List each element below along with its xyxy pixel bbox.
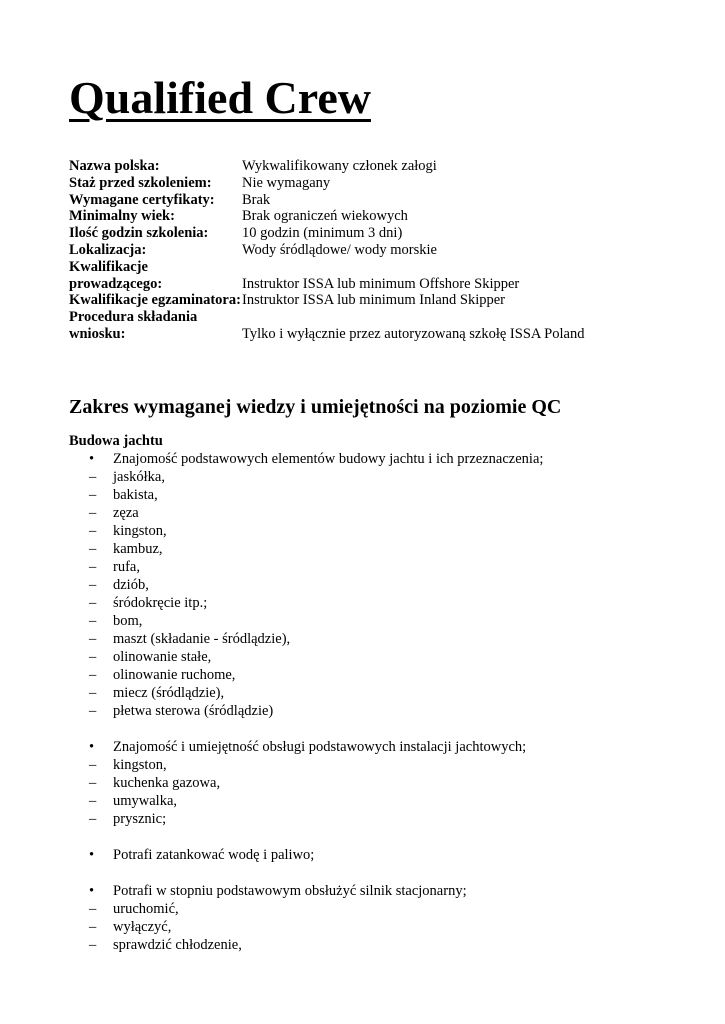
info-label: Procedura składania wniosku: (69, 309, 198, 342)
dash-marker: – (89, 631, 97, 647)
dash-item (69, 576, 689, 594)
dash-marker: – (89, 613, 97, 629)
dash-marker: – (89, 469, 97, 485)
bullet-text: Znajomość i umiejętność obsługi podstawowych instalacji jachtowych; (113, 739, 527, 755)
dash-marker: – (89, 775, 97, 791)
dash-marker: – (89, 937, 97, 953)
info-label: Minimalny wiek: (69, 208, 175, 225)
subsection-heading: Budowa jachtu (69, 433, 163, 449)
bullet-marker: • (89, 847, 95, 863)
info-row (69, 225, 689, 242)
info-row (69, 175, 689, 192)
info-row (69, 309, 689, 343)
info-label: Wymagane certyfikaty: (69, 191, 215, 208)
bullet-marker: • (89, 739, 95, 755)
info-value: Brak ograniczeń wiekowych (242, 208, 408, 225)
dash-item (69, 594, 689, 612)
info-value: Tylko i wyłącznie przez autoryzowaną szkołę ISSA Poland (242, 325, 585, 342)
dash-item (69, 774, 689, 792)
dash-item (69, 936, 689, 954)
bullet-text: Znajomość podstawowych elementów budowy jachtu i ich przeznaczenia; (113, 451, 544, 467)
dash-text: płetwa sterowa (śródlądzie) (113, 703, 274, 719)
dash-item (69, 756, 689, 774)
info-value: Nie wymagany (242, 174, 331, 191)
dash-text: kuchenka gazowa, (113, 775, 221, 791)
dash-item (69, 684, 689, 702)
course-info-table (69, 158, 689, 343)
dash-marker: – (89, 757, 97, 773)
dash-marker: – (89, 559, 97, 575)
bullet-text: Potrafi zatankować wodę i paliwo; (113, 847, 315, 863)
bullet-item (69, 450, 689, 468)
dash-text: olinowanie ruchome, (113, 667, 236, 683)
dash-marker: – (89, 667, 97, 683)
dash-text: bom, (113, 613, 143, 629)
info-label: Kwalifikacje egzaminatora: (69, 292, 241, 309)
dash-text: prysznic; (113, 811, 167, 827)
info-value: Wykwalifikowany członek załogi (242, 158, 437, 174)
dash-item (69, 792, 689, 810)
info-value: Instruktor ISSA lub minimum Offshore Skipper (242, 275, 520, 292)
dash-item (69, 522, 689, 540)
dash-text: uruchomić, (113, 901, 179, 917)
info-label: Nazwa polska: (69, 158, 160, 174)
requirement-group (69, 846, 689, 864)
dash-text: umywalka, (113, 793, 178, 809)
dash-item (69, 810, 689, 828)
info-row (69, 158, 689, 175)
dash-marker: – (89, 541, 97, 557)
dash-item (69, 486, 689, 504)
info-value: Instruktor ISSA lub minimum Inland Skipper (242, 292, 506, 309)
dash-text: sprawdzić chłodzenie, (113, 937, 242, 953)
dash-marker: – (89, 577, 97, 593)
dash-text: bakista, (113, 487, 158, 503)
bullet-item (69, 738, 689, 756)
bullet-marker: • (89, 451, 95, 467)
bullet-item (69, 882, 689, 900)
dash-marker: – (89, 901, 97, 917)
dash-marker: – (89, 811, 97, 827)
dash-text: zęza (113, 505, 139, 521)
info-row (69, 242, 689, 259)
dash-item (69, 558, 689, 576)
dash-text: jaskółka, (113, 469, 165, 485)
requirements-list (69, 432, 689, 972)
info-label: Staż przed szkoleniem: (69, 174, 212, 191)
requirement-group (69, 882, 689, 954)
dash-text: miecz (śródlądzie), (113, 685, 225, 701)
dash-text: kingston, (113, 757, 167, 773)
dash-marker: – (89, 523, 97, 539)
dash-text: olinowanie stałe, (113, 649, 212, 665)
dash-text: rufa, (113, 559, 140, 575)
info-value: Brak (242, 191, 271, 208)
info-row (69, 192, 689, 209)
dash-item (69, 918, 689, 936)
bullet-text: Potrafi w stopniu podstawowym obsłużyć silnik stacjonarny; (113, 883, 467, 899)
info-label: Ilość godzin szkolenia: (69, 225, 209, 242)
dash-text: śródokręcie itp.; (113, 595, 208, 611)
dash-marker: – (89, 487, 97, 503)
dash-item (69, 468, 689, 486)
dash-item (69, 648, 689, 666)
dash-marker: – (89, 595, 97, 611)
dash-item (69, 666, 689, 684)
info-row (69, 259, 689, 293)
requirement-group (69, 450, 689, 720)
info-row (69, 208, 689, 225)
dash-item (69, 630, 689, 648)
dash-text: dziób, (113, 577, 149, 593)
requirement-group (69, 738, 689, 828)
info-label: Lokalizacja: (69, 241, 147, 258)
dash-marker: – (89, 919, 97, 935)
info-value: Wody śródlądowe/ wody morskie (242, 241, 437, 258)
section-heading: Zakres wymaganej wiedzy i umiejętności na poziomie QC (69, 396, 562, 418)
dash-item (69, 900, 689, 918)
dash-text: maszt (składanie - śródlądzie), (113, 631, 291, 647)
dash-item (69, 702, 689, 720)
dash-text: kingston, (113, 523, 167, 539)
dash-marker: – (89, 793, 97, 809)
dash-item (69, 504, 689, 522)
bullet-marker: • (89, 883, 95, 899)
page-title: Qualified Crew (69, 72, 371, 123)
info-row (69, 292, 689, 309)
dash-marker: – (89, 685, 97, 701)
dash-marker: – (89, 505, 97, 521)
dash-marker: – (89, 649, 97, 665)
info-value: 10 godzin (minimum 3 dni) (242, 225, 403, 242)
dash-text: kambuz, (113, 541, 163, 557)
dash-item (69, 540, 689, 558)
bullet-item (69, 846, 689, 864)
dash-item (69, 612, 689, 630)
requirement-groups (69, 450, 689, 954)
info-label: Kwalifikacje prowadzącego: (69, 258, 163, 292)
dash-marker: – (89, 703, 97, 719)
dash-text: wyłączyć, (113, 919, 172, 935)
